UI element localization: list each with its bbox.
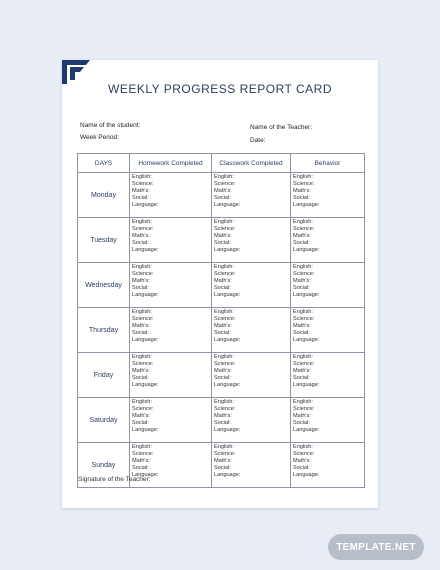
behavior-cell [291, 263, 365, 308]
subject-label: Social: [132, 194, 149, 201]
behavior-cell [291, 398, 365, 443]
table-row [78, 218, 365, 263]
subject-label: Language: [293, 471, 320, 478]
table-row [78, 263, 365, 308]
subject-label: Science: [132, 180, 154, 187]
table-header-row [78, 154, 365, 173]
subject-label: English: [214, 264, 234, 270]
subject-label: Language: [293, 426, 320, 433]
subject-label: English: [132, 264, 152, 270]
subject-label: Language: [214, 336, 241, 343]
subject-label: Science: [293, 315, 315, 322]
subject-label: Science: [293, 270, 315, 277]
subject-label: English: [132, 399, 152, 405]
subject-label: Science: [214, 180, 236, 187]
report-card-page [62, 60, 378, 508]
subject-label: Science: [214, 450, 236, 457]
subject-label: Social: [214, 284, 231, 291]
subject-label: Math's: [132, 187, 150, 194]
subject-label: English: [214, 219, 234, 225]
table-row [78, 173, 365, 218]
subject-label: English: [132, 174, 152, 180]
subject-label: Science: [214, 315, 236, 322]
subject-label: Math's: [293, 322, 311, 329]
subject-label: Language: [214, 381, 241, 388]
subject-label: Science: [132, 225, 154, 232]
subject-label: Language: [214, 201, 241, 208]
subject-label: English: [293, 219, 313, 225]
subject-label: Social: [132, 284, 149, 291]
subject-label: Social: [214, 419, 231, 426]
subject-label: Language: [132, 426, 159, 433]
classwork-cell [212, 443, 291, 488]
subject-label: Language: [132, 471, 159, 478]
corner-decoration-icon [62, 60, 94, 84]
subject-label: English: [214, 309, 234, 315]
subject-label: Language: [214, 471, 241, 478]
subject-label: Social: [132, 239, 149, 246]
subject-label: Math's: [293, 232, 311, 239]
subject-label: Language: [293, 201, 320, 208]
subject-label: Social: [132, 329, 149, 336]
subject-label: Math's: [214, 277, 232, 284]
header-classwork: Classwork Completed [212, 154, 291, 173]
homework-cell [130, 308, 212, 353]
subject-label: English: [293, 174, 313, 180]
date-label: Date: [250, 137, 266, 144]
subject-label: Science: [214, 405, 236, 412]
watermark-badge: TEMPLATE.NET [328, 534, 424, 560]
day-label: Friday [78, 353, 130, 398]
subject-label: English: [214, 399, 234, 405]
classwork-cell [212, 308, 291, 353]
classwork-cell [212, 398, 291, 443]
subject-label: Social: [293, 419, 310, 426]
subject-label: Language: [293, 381, 320, 388]
student-name-label: Name of the student: [80, 122, 141, 129]
subject-label: Science: [132, 360, 154, 367]
subject-label: Science: [132, 315, 154, 322]
subject-label: Science: [293, 180, 315, 187]
subject-label: Language: [132, 201, 159, 208]
subject-label: Math's: [214, 187, 232, 194]
subject-label: Social: [132, 419, 149, 426]
subject-label: Math's: [214, 322, 232, 329]
subject-label: Math's: [293, 187, 311, 194]
subject-label: Math's: [132, 277, 150, 284]
subject-label: Social: [214, 464, 231, 471]
subject-label: Language: [293, 336, 320, 343]
subject-label: Math's: [293, 457, 311, 464]
behavior-cell [291, 218, 365, 263]
subject-label: Math's: [293, 277, 311, 284]
classwork-cell [212, 263, 291, 308]
subject-label: English: [132, 309, 152, 315]
document-title: WEEKLY PROGRESS REPORT CARD [108, 82, 332, 96]
day-label: Tuesday [78, 218, 130, 263]
day-label: Sunday [78, 443, 130, 488]
subject-label: Math's: [132, 367, 150, 374]
subject-label: English: [293, 444, 313, 450]
subject-label: Language: [293, 291, 320, 298]
subject-label: Science: [214, 225, 236, 232]
subject-label: Social: [132, 374, 149, 381]
subject-label: Social: [132, 464, 149, 471]
day-label: Monday [78, 173, 130, 218]
subject-label: Social: [293, 194, 310, 201]
subject-label: Social: [214, 374, 231, 381]
subject-label: English: [214, 444, 234, 450]
homework-cell [130, 398, 212, 443]
subject-label: Math's: [214, 232, 232, 239]
subject-label: Science: [293, 405, 315, 412]
subject-label: Social: [214, 194, 231, 201]
day-label: Thursday [78, 308, 130, 353]
subject-label: Science: [132, 450, 154, 457]
subject-label: Language: [214, 426, 241, 433]
subject-label: English: [214, 354, 234, 360]
subject-label: Science: [132, 270, 154, 277]
table-row [78, 308, 365, 353]
classwork-cell [212, 218, 291, 263]
behavior-cell [291, 308, 365, 353]
progress-table [77, 153, 365, 488]
subject-label: Social: [293, 464, 310, 471]
subject-label: Social: [293, 374, 310, 381]
day-label: Saturday [78, 398, 130, 443]
subject-label: English: [132, 444, 152, 450]
week-period-label: Week Period: [80, 134, 119, 141]
day-label: Wednesday [78, 263, 130, 308]
subject-label: Social: [293, 284, 310, 291]
subject-label: English: [132, 219, 152, 225]
subject-label: Language: [132, 246, 159, 253]
subject-label: Math's: [214, 367, 232, 374]
subject-label: Social: [293, 329, 310, 336]
subject-label: Science: [132, 405, 154, 412]
subject-label: Math's: [214, 412, 232, 419]
teacher-signature-label: Signature of the Teacher: [78, 476, 151, 483]
subject-label: Math's: [293, 412, 311, 419]
subject-label: English: [293, 264, 313, 270]
classwork-cell [212, 353, 291, 398]
teacher-name-label: Name of the Teacher: [250, 124, 313, 131]
subject-label: Science: [214, 360, 236, 367]
subject-label: Science: [293, 360, 315, 367]
subject-label: Language: [214, 246, 241, 253]
homework-cell [130, 263, 212, 308]
subject-label: Math's: [214, 457, 232, 464]
subject-label: Science: [293, 450, 315, 457]
homework-cell [130, 218, 212, 263]
subject-label: English: [214, 174, 234, 180]
subject-label: Math's: [132, 232, 150, 239]
subject-label: Social: [214, 239, 231, 246]
homework-cell [130, 353, 212, 398]
header-behavior: Behavior [291, 154, 365, 173]
subject-label: Science: [293, 225, 315, 232]
subject-label: English: [293, 399, 313, 405]
behavior-cell [291, 353, 365, 398]
table-row [78, 353, 365, 398]
subject-label: English: [293, 309, 313, 315]
behavior-cell [291, 443, 365, 488]
subject-label: Social: [214, 329, 231, 336]
subject-label: Math's: [132, 322, 150, 329]
behavior-cell [291, 173, 365, 218]
header-homework: Homework Completed [130, 154, 212, 173]
subject-label: English: [132, 354, 152, 360]
subject-label: Math's: [132, 457, 150, 464]
classwork-cell [212, 173, 291, 218]
subject-label: Social: [293, 239, 310, 246]
subject-label: Language: [293, 246, 320, 253]
header-days: DAYS [78, 154, 130, 173]
subject-label: Math's: [132, 412, 150, 419]
subject-label: Language: [132, 291, 159, 298]
subject-label: Math's: [293, 367, 311, 374]
subject-label: Science: [214, 270, 236, 277]
subject-label: Language: [214, 291, 241, 298]
table-row [78, 398, 365, 443]
subject-label: Language: [132, 381, 159, 388]
subject-label: English: [293, 354, 313, 360]
subject-label: Language: [132, 336, 159, 343]
homework-cell [130, 173, 212, 218]
